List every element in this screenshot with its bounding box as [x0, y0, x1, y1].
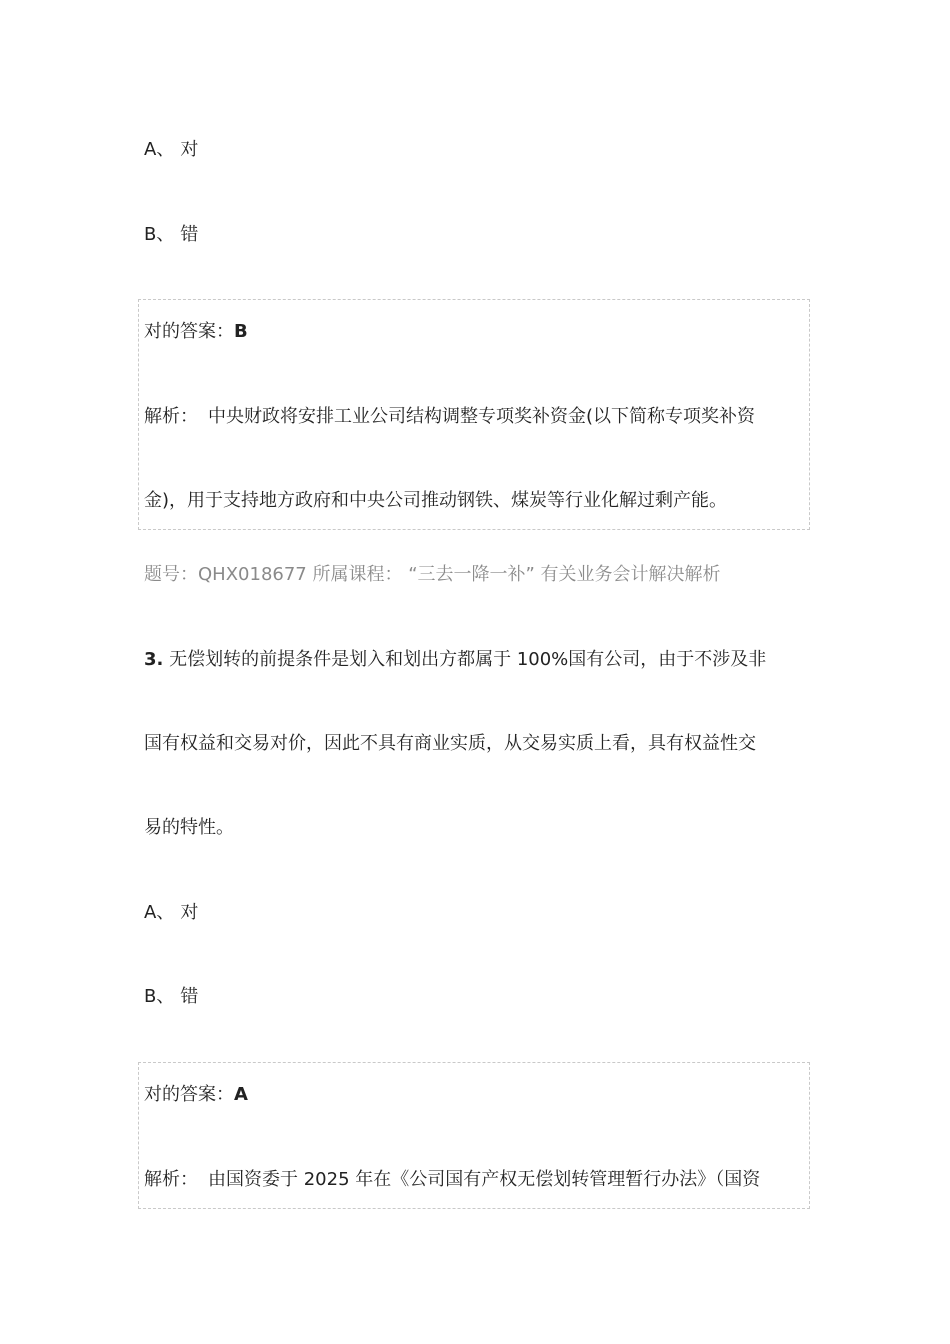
option-b: [144, 984, 198, 1010]
analysis-label: 解析：: [144, 1169, 198, 1190]
option-letter: A、: [144, 902, 175, 923]
option-a: [144, 137, 198, 163]
option-text: 对: [180, 902, 199, 923]
question-text-line-3: 易的特性。: [144, 817, 234, 838]
option-letter: B、: [144, 986, 175, 1007]
option-letter: B、: [144, 224, 175, 245]
answer-box: [138, 299, 810, 530]
option-b: [144, 222, 198, 248]
analysis-line-2: 金)，用于支持地方政府和中央公司推动钢铁、煤炭等行业化解过剩产能。: [144, 490, 728, 511]
analysis-text: 由国资委于 2025 年在《公司国有产权无偿划转管理暂行办法》（国资: [208, 1169, 761, 1190]
correct-answer: [144, 1082, 248, 1108]
option-letter: A、: [144, 139, 175, 160]
question-text-line-1: [144, 647, 766, 673]
answer-value: B: [234, 321, 248, 342]
option-text: 错: [180, 224, 199, 245]
analysis-label: 解析：: [144, 406, 198, 427]
option-text: 对: [180, 139, 199, 160]
option-text: 错: [180, 986, 199, 1007]
analysis-text: 中央财政将安排工业公司结构调整专项奖补资金(以下简称专项奖补资: [208, 406, 756, 427]
option-a: [144, 900, 198, 926]
answer-label: 对的答案：: [144, 1084, 234, 1105]
answer-value: A: [234, 1084, 248, 1105]
analysis-line-1: [144, 404, 755, 430]
question-text: 无偿划转的前提条件是划入和划出方都属于 100%国有公司，由于不涉及非: [169, 649, 767, 670]
question-text-line-2: 国有权益和交易对价，因此不具有商业实质，从交易实质上看，具有权益性交: [144, 733, 756, 754]
answer-box: [138, 1062, 810, 1209]
correct-answer: [144, 319, 248, 345]
analysis-line-1: [144, 1167, 760, 1193]
question-meta: 题号：QHX018677 所属课程： “三去一降一补” 有关业务会计解决解析: [144, 564, 721, 585]
question-number: 3.: [144, 649, 164, 670]
answer-label: 对的答案：: [144, 321, 234, 342]
